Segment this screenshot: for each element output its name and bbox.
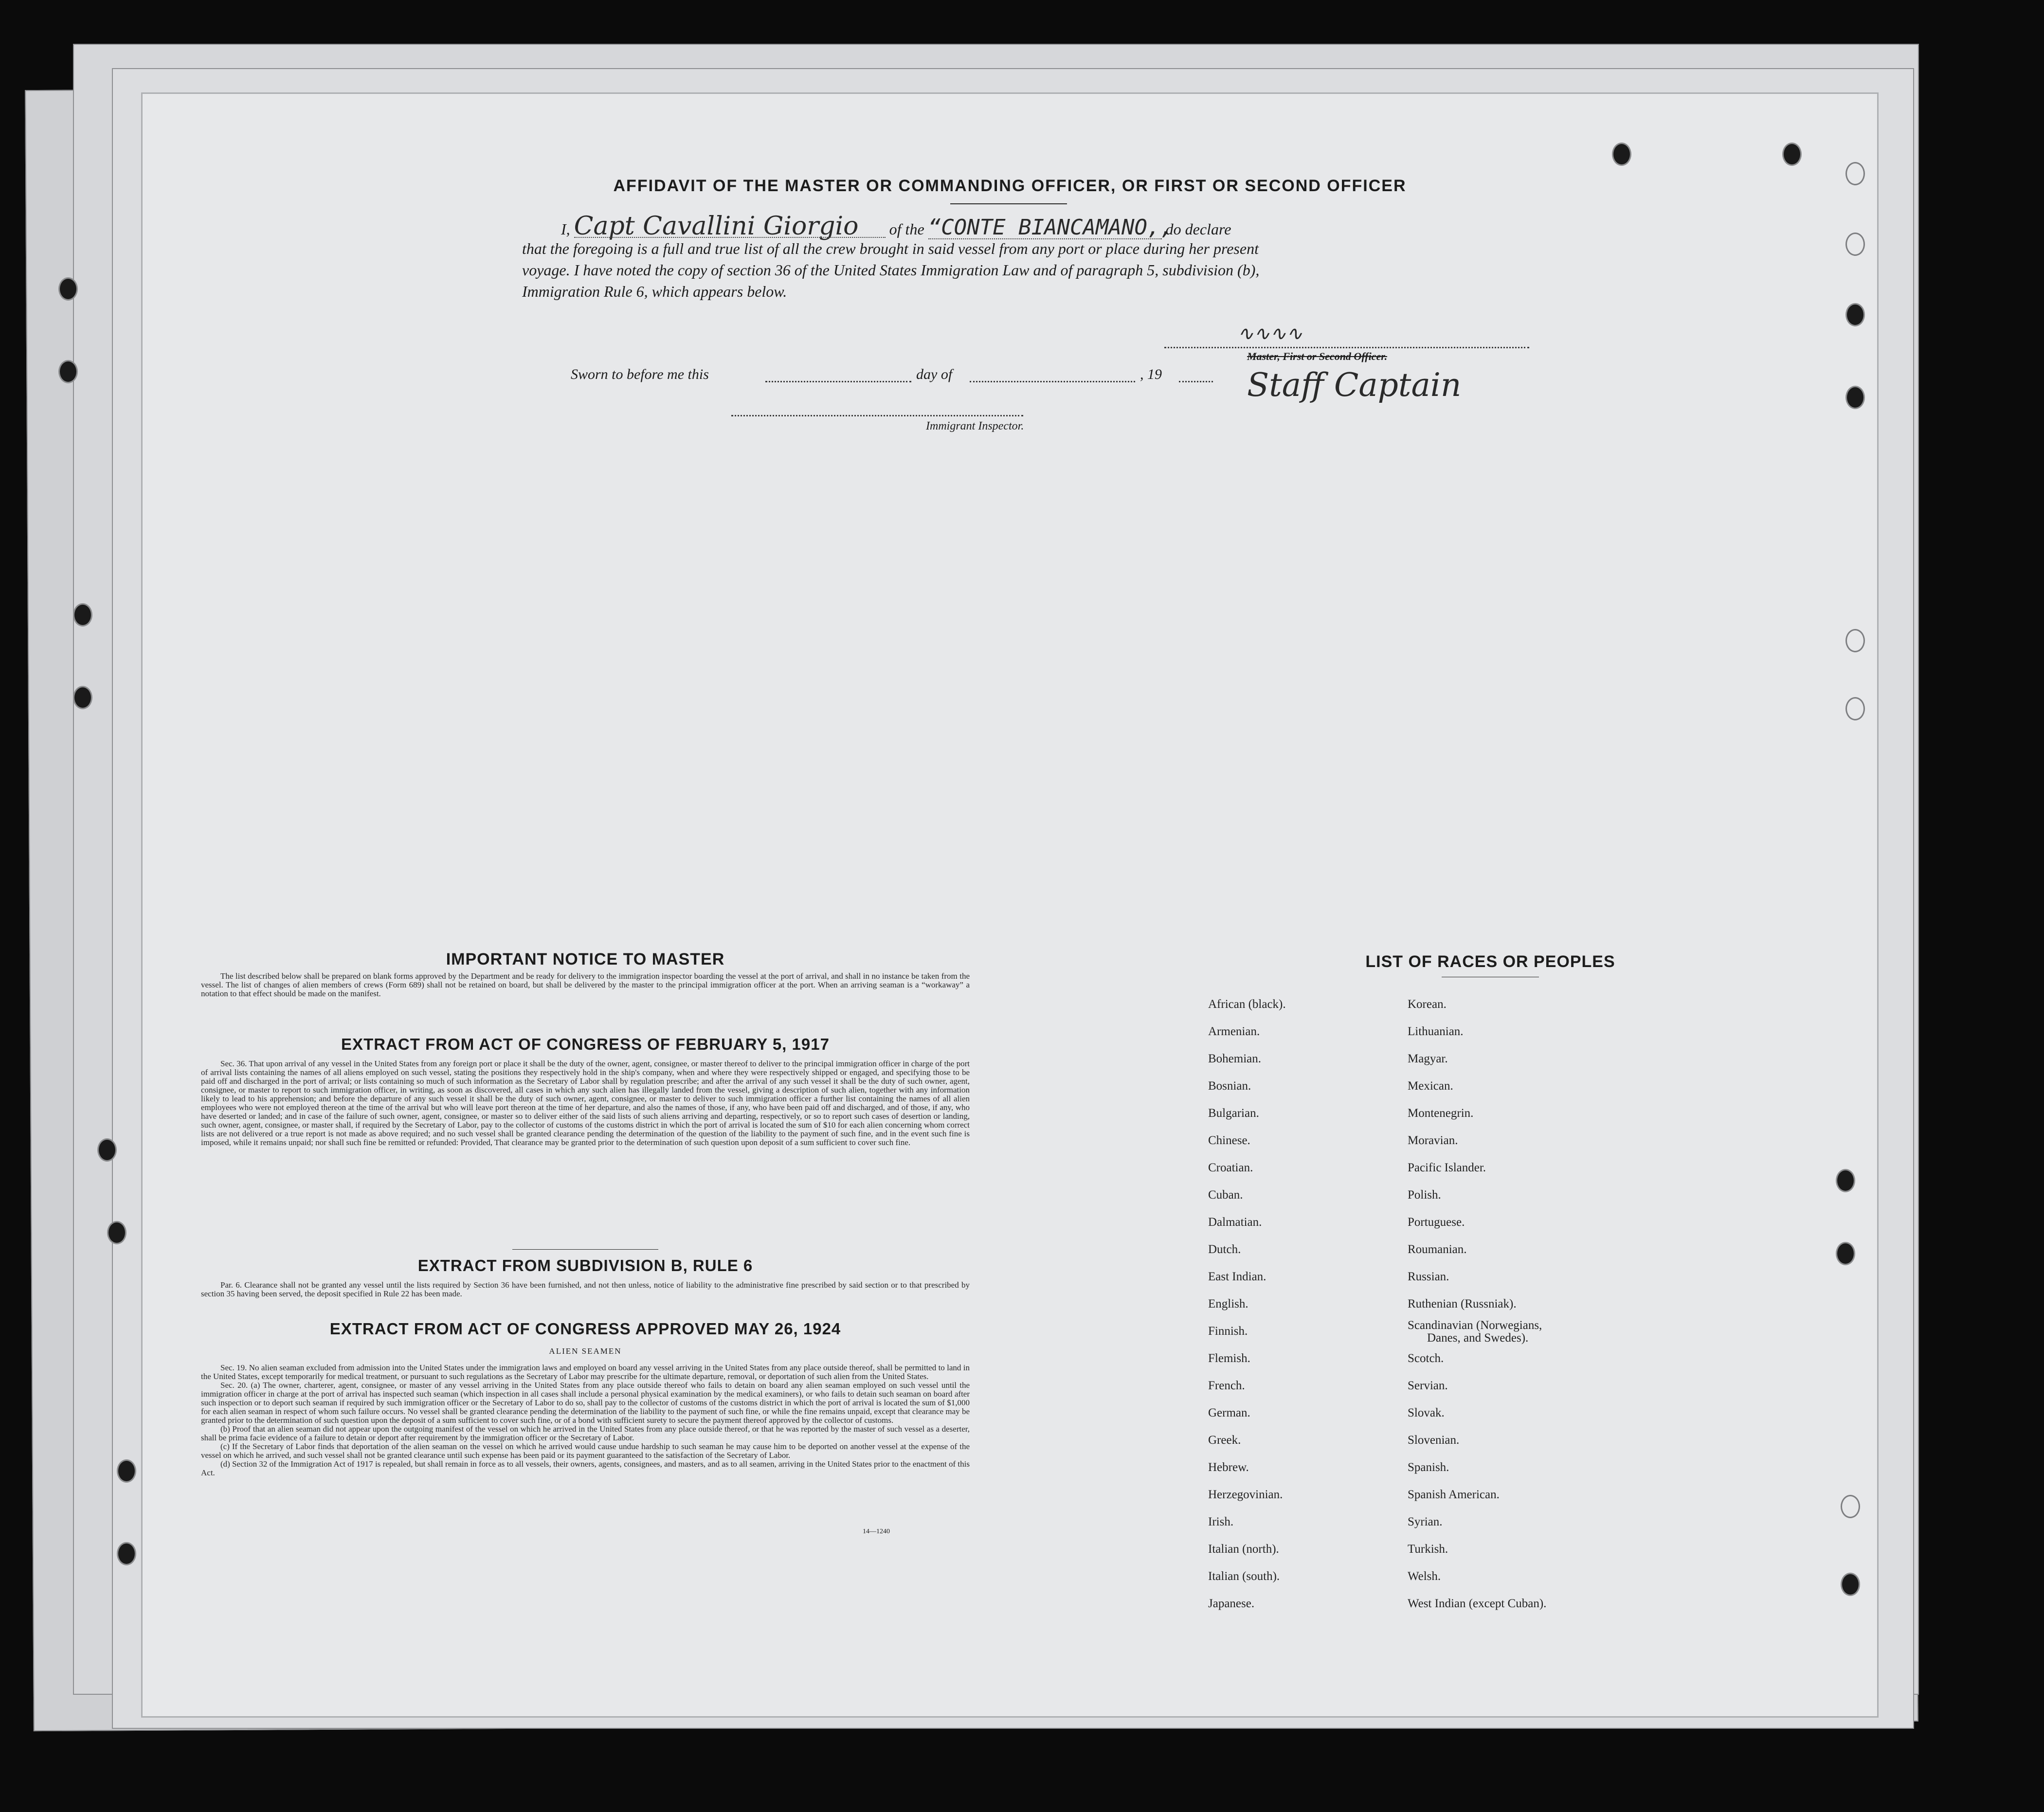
affidavit-title: AFFIDAVIT OF THE MASTER OR COMMANDING OFFICER, OR FIRST OR SECOND OFFICER	[613, 177, 1407, 195]
sec-20a-paragraph: Sec. 20. (a) The owner, charterer, agent, consignee, or master of any vessel arriving in the United States from any place outside thereof who fails to detain on board any alien seaman employed on such vessel until the immigration officer in charge at the port of arrival has inspected such seaman (which inspection in all cases shall include a personal physical examination by the medical examiners), or who fails to detain such seaman on board after such inspection or to deport such seaman if required by such immigration officer or the Secretary of Labor to do so, shall pay to the collector of customs of the customs district in which the port of arrival is located the sum of $1,000 for each alien seaman in respect of whom such failure occurs. No vessel shall be granted clearance pending the determination of the liability to the payment of such fine, or while the fine remains unpaid, except that clearance may be granted prior to the determination of such question upon the deposit of a sum sufficient to cover such fine, or of a bond with sufficient surety to secure the payment thereof approved by the collector of customs.	[201, 1381, 970, 1425]
race-item: Bohemian.	[1208, 1052, 1262, 1065]
race-item: English.	[1208, 1297, 1248, 1310]
punch-hole	[117, 1459, 136, 1483]
declaration-line: voyage. I have noted the copy of section 36 of the United States Immigration Law and of paragraph 5, subdivision (b),	[522, 261, 1260, 279]
race-item: Finnish.	[1208, 1325, 1248, 1338]
section-divider	[512, 1249, 658, 1250]
punch-hole	[1782, 143, 1802, 166]
punch-hole	[1845, 386, 1865, 409]
alien-seamen-heading: ALIEN SEAMEN	[549, 1346, 622, 1356]
inspector-label: Immigrant Inspector.	[926, 420, 1024, 432]
race-item: Turkish.	[1408, 1543, 1448, 1556]
punch-hole	[1845, 697, 1865, 720]
race-item: Portuguese.	[1408, 1216, 1465, 1229]
sworn-year-field	[1179, 381, 1213, 382]
race-item: Syrian.	[1408, 1515, 1443, 1528]
par-6-paragraph: Par. 6. Clearance shall not be granted any vessel until the lists required by Section 36 have been furnished, and not then unless, notice of liability to the administrative fine prescribed by said section or to that prescribed by section 35 having been served, the deposit specified in Rule 22 has been made.	[201, 1280, 970, 1298]
punch-hole	[1836, 1169, 1855, 1192]
vessel-name: “CONTE BIANCAMANO,,	[928, 215, 1173, 240]
signature-line	[1164, 347, 1529, 348]
race-item: African (black).	[1208, 998, 1286, 1011]
race-item: Scotch.	[1408, 1352, 1444, 1365]
sec-19-paragraph: Sec. 19. No alien seaman excluded from admission into the United States under the immigration laws and employed on board any vessel arriving in the United States from any place outside thereof, shall be permitted to land in the United States, except temporarily for medical treatment, or pursuant to such regulations as the Secretary of Labor may prescribe for the ultimate departure, removal, or deportation of such alien from the United States.	[201, 1363, 970, 1381]
extract-1917-title: EXTRACT FROM ACT OF CONGRESS OF FEBRUARY 5, 1917	[341, 1035, 830, 1053]
declaration-line: Immigration Rule 6, which appears below.	[522, 283, 787, 300]
sec-20b-paragraph: (b) Proof that an alien seaman did not appear upon the outgoing manifest of the vessel on which he arrived in the United States from any place outside thereof, or that he was reported by the master of such vessel as a deserter, shall be prima facie evidence of a failure to detain or deport after requirement by the immigration officer or the Secretary of Labor.	[201, 1424, 970, 1442]
race-item: Italian (south).	[1208, 1570, 1280, 1583]
race-item: Dutch.	[1208, 1243, 1241, 1256]
sworn-month-field	[970, 381, 1135, 382]
punch-hole	[107, 1221, 127, 1244]
race-item: German.	[1208, 1406, 1250, 1419]
race-item: Spanish.	[1408, 1461, 1449, 1474]
race-item: Croatian.	[1208, 1161, 1253, 1174]
race-item: Korean.	[1408, 998, 1447, 1011]
race-item: Polish.	[1408, 1188, 1441, 1202]
punch-hole	[1836, 1242, 1855, 1265]
punch-hole	[1845, 233, 1865, 256]
race-item: Irish.	[1208, 1515, 1234, 1528]
race-item: Magyar.	[1408, 1052, 1448, 1065]
race-item: Servian.	[1408, 1379, 1448, 1392]
punch-hole	[1845, 629, 1865, 652]
race-item: Roumanian.	[1408, 1243, 1467, 1256]
race-item: French.	[1208, 1379, 1245, 1392]
race-item: Bosnian.	[1208, 1079, 1251, 1093]
signature-scrawl: ∿∿∿∿	[1237, 323, 1303, 345]
race-item: Slovenian.	[1408, 1434, 1460, 1447]
race-item: Dalmatian.	[1208, 1216, 1262, 1229]
race-item: Scandinavian (Norwegians,	[1408, 1319, 1542, 1332]
extract-1924-title: EXTRACT FROM ACT OF CONGRESS APPROVED MAY 26, 1924	[329, 1320, 841, 1338]
race-item: Flemish.	[1208, 1352, 1250, 1365]
punch-hole	[97, 1138, 117, 1162]
section-36-paragraph: Sec. 36. That upon arrival of any vessel in the United States from any foreign port or place it shall be the duty of the owner, agent, consignee, or master thereof to deliver to the principal immigration officer in charge of the port of arrival lists containing the names of all aliens employed on such vessel, stating the positions they respectively hold in the ship's company, when and where they were respectively shipped or engaged, and specifying those to be paid off and discharged in the port of arrival; or lists containing so much of such information as the Secretary of Labor shall by regulation prescribe; and after the arrival of any such vessel it shall be the duty of such owner, agent, consignee, or master to report to such immigration officer, in writing, as soon as discovered, all cases in which any such alien has illegally landed from the vessel, giving a description of such alien, together with any information likely to lead to his apprehension; and before the departure of any such vessel it shall be the duty of such owner, agent, consignee, or master to deliver to such immigration officer a further list containing the names of all alien employees who were not employed thereon at the time of the arrival but who will leave port thereon at the time of her departure, and also the names of those, if any, who have been paid off and discharged, and of those, if any, who have deserted or landed; and in case of the failure of such owner, agent, consignee, or master so to deliver either of the said lists of such aliens arriving and departing, respectively, or so to report such cases of desertion or landing, such owner, agent, consignee, or master shall, if required by the Secretary of Labor, pay to the collector of customs of the customs district in which the port of arrival is located the sum of $10 for each alien concerning whom correct lists are not delivered or a true report is not made as above required; and no such vessel shall be granted clearance pending the determination of the question of the liability to the payment of such fine, and in the event such fine is imposed, while it remains unpaid; nor shall such fine be remitted or refunded: Provided, That clearance may be granted prior to the determination of such question upon deposit of a sum sufficient to cover such fine.	[201, 1059, 970, 1147]
race-item: Pacific Islander.	[1408, 1161, 1486, 1174]
punch-hole	[1845, 303, 1865, 326]
race-item: Ruthenian (Russniak).	[1408, 1297, 1517, 1310]
race-item: Montenegrin.	[1408, 1107, 1474, 1120]
notice-text	[201, 972, 970, 998]
race-item: Bulgarian.	[1208, 1107, 1259, 1120]
race-item: East Indian.	[1208, 1270, 1266, 1283]
punch-hole	[73, 603, 92, 627]
punch-hole	[117, 1542, 136, 1565]
punch-hole	[58, 277, 78, 301]
race-item: Moravian.	[1408, 1134, 1458, 1147]
race-item: Welsh.	[1408, 1570, 1441, 1583]
sec-20d-paragraph: (d) Section 32 of the Immigration Act of 1917 is repealed, but shall remain in force as to all vessels, their owners, agents, consignees, and masters, and as to all seamen, arriving in the United States prior to the enactment of this Act.	[201, 1459, 970, 1477]
race-item: West Indian (except Cuban).	[1408, 1597, 1547, 1610]
race-item: Chinese.	[1208, 1134, 1250, 1147]
punch-hole	[1841, 1495, 1860, 1518]
inspector-line	[731, 415, 1023, 416]
extract-1917-text	[201, 1059, 970, 1147]
sworn-day-field	[765, 381, 911, 382]
title-rule	[950, 203, 1067, 204]
of-the-label: of the	[889, 220, 924, 238]
race-item: Spanish American.	[1408, 1488, 1500, 1501]
affidavit-page	[141, 92, 1879, 1718]
extract-rule6-title: EXTRACT FROM SUBDIVISION B, RULE 6	[417, 1256, 753, 1274]
race-item-continuation: Danes, and Swedes).	[1427, 1331, 1529, 1345]
punch-hole	[58, 360, 78, 383]
sworn-label: Sworn to before me this	[571, 366, 709, 382]
race-item: Japanese.	[1208, 1597, 1255, 1610]
punch-hole	[73, 686, 92, 709]
notice-paragraph: The list described below shall be prepared on blank forms approved by the Department and be ready for delivery to the immigration inspector boarding the vessel at the port of arrival, and shall in no instance be taken from the vessel. The list of changes of alien members of crews (Form 689) shall not be retained on board, but shall be delivered by the master to the principal immigration officer at the port. When an arriving seaman is a “workaway” a notation to that effect should be made on the manifest.	[201, 971, 970, 998]
race-item: Slovak.	[1408, 1406, 1445, 1419]
race-item: Cuban.	[1208, 1188, 1243, 1202]
races-title: LIST OF RACES OR PEOPLES	[1365, 952, 1615, 971]
race-item: Lithuanian.	[1408, 1025, 1464, 1038]
declaration-block	[522, 212, 1476, 302]
do-declare-label: do declare	[1165, 220, 1231, 238]
signature-role: Master, First or Second Officer.	[1247, 350, 1388, 362]
sec-20c-paragraph: (c) If the Secretary of Labor finds that deportation of the alien seaman on the vessel on which he arrived would cause undue hardship to such seaman he may cause him to be deported on another vessel at the expense of the vessel on which he arrived, and such vessel shall not be granted clearance until such expense has been paid or its payment guaranteed to the satisfaction of the Secretary of Labor.	[201, 1442, 970, 1460]
declarant-name: Capt Cavallini Giorgio	[574, 215, 886, 238]
race-item: Herzegovinian.	[1208, 1488, 1283, 1501]
race-item: Greek.	[1208, 1434, 1241, 1447]
notice-title: IMPORTANT NOTICE TO MASTER	[446, 950, 725, 969]
race-item: Italian (north).	[1208, 1543, 1279, 1556]
race-item: Armenian.	[1208, 1025, 1260, 1038]
punch-hole	[1612, 143, 1631, 166]
declaration-line: that the foregoing is a full and true list of all the crew brought in said vessel from any port or place during her present	[522, 240, 1259, 257]
race-item: Russian.	[1408, 1270, 1449, 1283]
form-number: 14—1240	[863, 1528, 890, 1535]
staff-captain-signature: Staff Captain	[1247, 366, 1462, 404]
day-of-label: day of	[916, 366, 953, 382]
year-label: , 19	[1140, 366, 1162, 382]
declarant-prefix: I,	[561, 220, 570, 238]
extract-1924-text	[201, 1363, 970, 1477]
race-item: Hebrew.	[1208, 1461, 1249, 1474]
race-item: Mexican.	[1408, 1079, 1453, 1093]
punch-hole	[1841, 1573, 1860, 1596]
extract-rule6-text	[201, 1281, 970, 1298]
